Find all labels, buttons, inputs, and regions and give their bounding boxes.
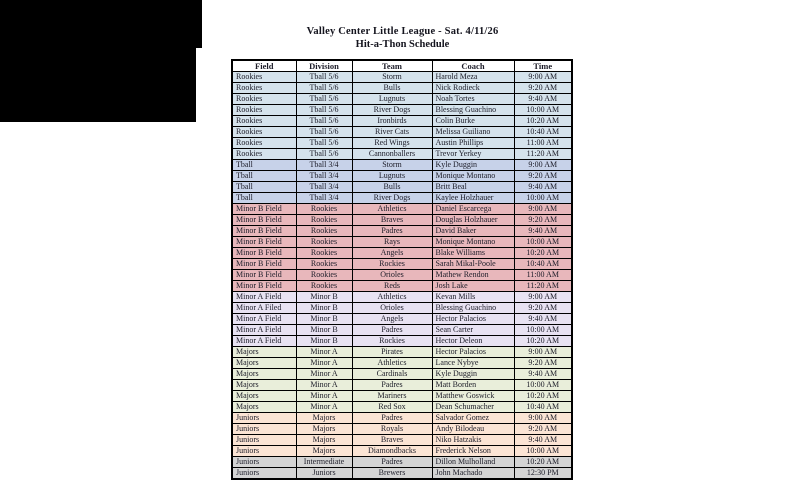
cell-time: 9:20 AM (514, 424, 572, 435)
cell-coach: Monique Montano (432, 237, 514, 248)
cell-coach: Monique Montano (432, 171, 514, 182)
column-header-coach: Coach (432, 60, 514, 72)
cell-team: Padres (352, 380, 432, 391)
cell-division: Tball 3/4 (296, 171, 352, 182)
table-row (232, 127, 572, 138)
cell-team: River Dogs (352, 105, 432, 116)
cell-division: Minor A (296, 347, 352, 358)
cell-team: Pirates (352, 347, 432, 358)
table-row (232, 281, 572, 292)
cell-field: Majors (232, 358, 296, 369)
cell-time: 12:30 PM (514, 468, 572, 480)
cell-time: 9:40 AM (514, 435, 572, 446)
cell-coach: Hector Deleon (432, 336, 514, 347)
cell-field: Tball (232, 182, 296, 193)
table-row (232, 424, 572, 435)
cell-coach: Austin Phillips (432, 138, 514, 149)
table-row (232, 259, 572, 270)
cell-division: Tball 5/6 (296, 94, 352, 105)
cell-field: Rookies (232, 138, 296, 149)
cell-coach: Hector Palacios (432, 347, 514, 358)
cell-division: Minor A (296, 402, 352, 413)
cell-time: 9:20 AM (514, 171, 572, 182)
cell-time: 9:40 AM (514, 226, 572, 237)
cell-field: Rookies (232, 72, 296, 83)
document-header (0, 25, 805, 51)
cell-field: Minor B Field (232, 259, 296, 270)
cell-field: Rookies (232, 127, 296, 138)
cell-team: River Cats (352, 127, 432, 138)
cell-time: 9:20 AM (514, 358, 572, 369)
cell-team: Padres (352, 325, 432, 336)
table-row (232, 402, 572, 413)
cell-team: Bulls (352, 182, 432, 193)
cell-team: Lugnuts (352, 94, 432, 105)
cell-division: Rookies (296, 259, 352, 270)
cell-time: 9:40 AM (514, 94, 572, 105)
cell-team: Royals (352, 424, 432, 435)
table-row (232, 94, 572, 105)
cell-team: Padres (352, 413, 432, 424)
table-row (232, 105, 572, 116)
cell-team: Athletics (352, 204, 432, 215)
cell-division: Minor A (296, 391, 352, 402)
cell-division: Tball 5/6 (296, 72, 352, 83)
table-row (232, 182, 572, 193)
table-row (232, 292, 572, 303)
cell-field: Majors (232, 369, 296, 380)
cell-coach: Blessing Guachino (432, 303, 514, 314)
cell-team: Rockies (352, 259, 432, 270)
table-row (232, 215, 572, 226)
table-row (232, 193, 572, 204)
table-row (232, 457, 572, 468)
table-row (232, 380, 572, 391)
cell-coach: Blake Williams (432, 248, 514, 259)
cell-field: Rookies (232, 116, 296, 127)
cell-time: 11:00 AM (514, 138, 572, 149)
cell-division: Rookies (296, 226, 352, 237)
cell-team: Athletics (352, 292, 432, 303)
table-row (232, 171, 572, 182)
cell-field: Juniors (232, 446, 296, 457)
table-row (232, 325, 572, 336)
cell-time: 10:20 AM (514, 248, 572, 259)
cell-time: 9:20 AM (514, 215, 572, 226)
cell-coach: Noah Tortes (432, 94, 514, 105)
table-row (232, 237, 572, 248)
table-row (232, 391, 572, 402)
cell-time: 10:00 AM (514, 193, 572, 204)
cell-coach: Matt Borden (432, 380, 514, 391)
table-row (232, 347, 572, 358)
cell-time: 10:00 AM (514, 325, 572, 336)
cell-coach: Niko Hatzakis (432, 435, 514, 446)
cell-coach: Salvador Gomez (432, 413, 514, 424)
cell-team: Rays (352, 237, 432, 248)
cell-coach: Colin Burke (432, 116, 514, 127)
cell-time: 10:20 AM (514, 116, 572, 127)
cell-time: 10:00 AM (514, 237, 572, 248)
table-row (232, 435, 572, 446)
cell-team: Angels (352, 248, 432, 259)
column-header-team: Team (352, 60, 432, 72)
table-row (232, 204, 572, 215)
cell-field: Minor B Field (232, 204, 296, 215)
cell-field: Majors (232, 391, 296, 402)
cell-division: Majors (296, 424, 352, 435)
cell-team: Orioles (352, 303, 432, 314)
cell-team: Padres (352, 226, 432, 237)
cell-team: Rockies (352, 336, 432, 347)
table-row (232, 248, 572, 259)
cell-coach: Mathew Rendon (432, 270, 514, 281)
column-header-time: Time (514, 60, 572, 72)
cell-division: Rookies (296, 248, 352, 259)
cell-field: Juniors (232, 468, 296, 480)
table-row (232, 116, 572, 127)
schedule-body (232, 72, 572, 480)
cell-time: 10:00 AM (514, 446, 572, 457)
cell-team: Ironbirds (352, 116, 432, 127)
table-row (232, 446, 572, 457)
cell-field: Rookies (232, 94, 296, 105)
cell-coach: David Baker (432, 226, 514, 237)
cell-division: Minor A (296, 358, 352, 369)
cell-team: Mariners (352, 391, 432, 402)
cell-time: 10:40 AM (514, 259, 572, 270)
cell-time: 10:20 AM (514, 391, 572, 402)
cell-division: Rookies (296, 237, 352, 248)
cell-division: Minor A (296, 369, 352, 380)
cell-division: Tball 3/4 (296, 182, 352, 193)
cell-field: Tball (232, 160, 296, 171)
cell-coach: Britt Beal (432, 182, 514, 193)
column-header-field: Field (232, 60, 296, 72)
cell-coach: Douglas Holzhauer (432, 215, 514, 226)
cell-division: Rookies (296, 270, 352, 281)
cell-time: 9:20 AM (514, 83, 572, 94)
cell-division: Tball 5/6 (296, 105, 352, 116)
cell-field: Minor B Field (232, 215, 296, 226)
cell-coach: Sarah Mikal-Poole (432, 259, 514, 270)
cell-field: Rookies (232, 83, 296, 94)
cell-field: Rookies (232, 149, 296, 160)
cell-coach: Andy Bilodeau (432, 424, 514, 435)
cell-coach: Frederick Nelson (432, 446, 514, 457)
cell-division: Minor A (296, 380, 352, 391)
cell-time: 9:00 AM (514, 72, 572, 83)
column-header-division: Division (296, 60, 352, 72)
table-row (232, 314, 572, 325)
cell-coach: Blessing Guachino (432, 105, 514, 116)
table-row (232, 468, 572, 480)
cell-division: Tball 5/6 (296, 138, 352, 149)
cell-division: Tball 3/4 (296, 160, 352, 171)
cell-team: Cardinals (352, 369, 432, 380)
cell-field: Majors (232, 402, 296, 413)
table-row (232, 270, 572, 281)
cell-time: 9:40 AM (514, 182, 572, 193)
cell-team: Padres (352, 457, 432, 468)
cell-coach: Dean Schumacher (432, 402, 514, 413)
schedule-header-row (232, 60, 572, 72)
cell-field: Minor B Field (232, 226, 296, 237)
cell-field: Minor A Field (232, 325, 296, 336)
cell-coach: Trevor Yerkey (432, 149, 514, 160)
cell-team: River Dogs (352, 193, 432, 204)
cell-team: Red Sox (352, 402, 432, 413)
cell-coach: Lance Nybye (432, 358, 514, 369)
cell-coach: Kevan Mills (432, 292, 514, 303)
cell-time: 9:40 AM (514, 314, 572, 325)
cell-division: Tball 5/6 (296, 149, 352, 160)
cell-team: Storm (352, 72, 432, 83)
cell-team: Bulls (352, 83, 432, 94)
cell-team: Red Wings (352, 138, 432, 149)
cell-field: Tball (232, 193, 296, 204)
cell-division: Majors (296, 435, 352, 446)
table-row (232, 369, 572, 380)
cell-field: Minor A Field (232, 292, 296, 303)
table-row (232, 138, 572, 149)
cell-time: 10:20 AM (514, 336, 572, 347)
cell-time: 11:20 AM (514, 281, 572, 292)
cell-coach: Hector Palacios (432, 314, 514, 325)
cell-coach: Dillon Mulholland (432, 457, 514, 468)
cell-division: Minor B (296, 336, 352, 347)
cell-time: 10:00 AM (514, 105, 572, 116)
cell-team: Diamondbacks (352, 446, 432, 457)
cell-division: Juniors (296, 468, 352, 480)
table-row (232, 72, 572, 83)
cell-division: Rookies (296, 281, 352, 292)
cell-field: Juniors (232, 435, 296, 446)
cell-team: Lugnuts (352, 171, 432, 182)
table-row (232, 83, 572, 94)
cell-field: Minor A Filed (232, 303, 296, 314)
cell-division: Majors (296, 446, 352, 457)
cell-division: Minor B (296, 325, 352, 336)
cell-field: Minor B Field (232, 281, 296, 292)
cell-team: Brewers (352, 468, 432, 480)
cell-time: 9:00 AM (514, 204, 572, 215)
table-row (232, 413, 572, 424)
cell-coach: Sean Carter (432, 325, 514, 336)
cell-division: Intermediate (296, 457, 352, 468)
table-row (232, 303, 572, 314)
cell-coach: Harold Meza (432, 72, 514, 83)
cell-field: Majors (232, 347, 296, 358)
table-row (232, 160, 572, 171)
cell-coach: Kyle Duggin (432, 160, 514, 171)
cell-coach: Daniel Escarcega (432, 204, 514, 215)
cell-team: Cannonballers (352, 149, 432, 160)
cell-time: 10:40 AM (514, 402, 572, 413)
cell-division: Rookies (296, 215, 352, 226)
cell-coach: Melissa Guiliano (432, 127, 514, 138)
cell-division: Tball 5/6 (296, 83, 352, 94)
cell-division: Minor B (296, 303, 352, 314)
cell-team: Reds (352, 281, 432, 292)
cell-time: 10:20 AM (514, 457, 572, 468)
cell-time: 9:00 AM (514, 413, 572, 424)
cell-coach: Matthew Goswick (432, 391, 514, 402)
cell-coach: Kaylee Holzhauer (432, 193, 514, 204)
cell-time: 10:40 AM (514, 127, 572, 138)
cell-time: 9:20 AM (514, 303, 572, 314)
cell-team: Storm (352, 160, 432, 171)
table-row (232, 358, 572, 369)
page-subtitle: Hit-a-Thon Schedule (355, 39, 450, 51)
table-row (232, 149, 572, 160)
cell-field: Rookies (232, 105, 296, 116)
cell-time: 11:00 AM (514, 270, 572, 281)
cell-coach: Kyle Duggin (432, 369, 514, 380)
cell-team: Braves (352, 435, 432, 446)
cell-division: Minor B (296, 314, 352, 325)
cell-field: Juniors (232, 424, 296, 435)
cell-field: Minor B Field (232, 270, 296, 281)
cell-time: 9:00 AM (514, 347, 572, 358)
cell-time: 9:00 AM (514, 292, 572, 303)
cell-team: Athletics (352, 358, 432, 369)
cell-time: 11:20 AM (514, 149, 572, 160)
cell-time: 9:00 AM (514, 160, 572, 171)
table-row (232, 226, 572, 237)
cell-field: Minor B Field (232, 237, 296, 248)
cell-field: Minor A Field (232, 314, 296, 325)
cell-division: Majors (296, 413, 352, 424)
page-title: Valley Center Little League - Sat. 4/11/26 (306, 26, 499, 37)
cell-division: Rookies (296, 204, 352, 215)
cell-team: Angels (352, 314, 432, 325)
cell-coach: John Machado (432, 468, 514, 480)
cell-coach: Josh Lake (432, 281, 514, 292)
cell-division: Minor B (296, 292, 352, 303)
cell-time: 9:40 AM (514, 369, 572, 380)
cell-field: Minor A Field (232, 336, 296, 347)
cell-division: Tball 5/6 (296, 127, 352, 138)
cell-division: Tball 5/6 (296, 116, 352, 127)
cell-time: 10:00 AM (514, 380, 572, 391)
cell-field: Majors (232, 380, 296, 391)
cell-division: Tball 3/4 (296, 193, 352, 204)
cell-team: Braves (352, 215, 432, 226)
schedule-table (231, 59, 573, 480)
cell-field: Juniors (232, 413, 296, 424)
cell-field: Tball (232, 171, 296, 182)
cell-field: Juniors (232, 457, 296, 468)
cell-team: Orioles (352, 270, 432, 281)
cell-coach: Nick Rodieck (432, 83, 514, 94)
cell-field: Minor B Field (232, 248, 296, 259)
table-row (232, 336, 572, 347)
